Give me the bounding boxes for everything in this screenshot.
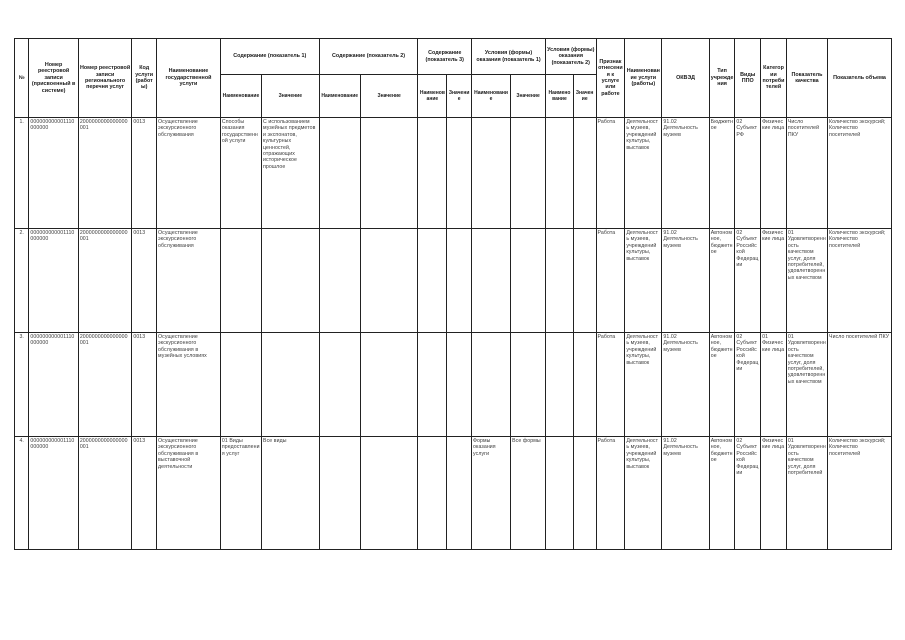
- table-row: [15, 229, 892, 333]
- col-header: Показатель объема: [828, 39, 892, 118]
- cell-s2-name: [319, 229, 360, 333]
- col-header: Номер реестровой записи регионального перечня услуг: [78, 39, 132, 118]
- cell-kach: Число посетителей ПКУ: [786, 118, 827, 229]
- subheader: Значение: [511, 75, 546, 118]
- cell-u1-value: [511, 229, 546, 333]
- cell-s3-value: [447, 437, 472, 550]
- col-header: Содержание (показатель 1): [220, 39, 319, 75]
- cell-s1-value: Все виды: [262, 437, 320, 550]
- cell-kach: 01 Удовлетворенность качеством услуг, доля потребителей: [786, 437, 827, 550]
- header-row: [15, 39, 892, 75]
- cell-reg: 000000000001110000000: [29, 333, 78, 437]
- cell-code: 0013: [132, 333, 157, 437]
- cell-s1-value: С использованием музейных предметов и экспонатов, культурных ценностей, отражающих историческое прошлое: [262, 118, 320, 229]
- services-registry-table: [14, 38, 892, 550]
- cell-s2-value: [360, 229, 418, 333]
- subheader: Значение: [360, 75, 418, 118]
- cell-usluga: Деятельность музеев, учреждений культуры, выставок: [625, 333, 662, 437]
- col-header: Наименование государственной услуги: [157, 39, 221, 118]
- col-header: Виды ППО: [735, 39, 761, 118]
- cell-service-name: Осуществление экскурсионного обслуживания: [157, 229, 221, 333]
- cell-okved: 91.02 Деятельность музеев: [662, 229, 709, 333]
- cell-usluga: Деятельность музеев, учреждений культуры, выставок: [625, 437, 662, 550]
- cell-okved: 91.02 Деятельность музеев: [662, 437, 709, 550]
- col-header: ОКВЭД: [662, 39, 709, 118]
- cell-s2-name: [319, 333, 360, 437]
- col-header: Номер реестровой записи (присвоенный в системе): [29, 39, 78, 118]
- cell-service-name: Осуществление экскурсионного обслуживания в музейных условиях: [157, 333, 221, 437]
- col-header: Тип учреждения: [709, 39, 735, 118]
- table-row: [15, 437, 892, 550]
- col-header: Признак отнесения к услуге или работе: [596, 39, 625, 118]
- cell-ppo: 02 Субъект Российской Федерации: [735, 333, 761, 437]
- cell-u2-value: [573, 333, 596, 437]
- cell-ppo: 02 Субъект Российской Федерации: [735, 437, 761, 550]
- cell-code: 0013: [132, 118, 157, 229]
- table-row: [15, 333, 892, 437]
- cell-s1-name: Способы оказания государственной услуги: [220, 118, 261, 229]
- cell-reg: 000000000001110000000: [29, 437, 78, 550]
- cell-s2-name: [319, 437, 360, 550]
- cell-obj: Количество экскурсий; Количество посетителей: [828, 437, 892, 550]
- cell-s1-name: [220, 229, 261, 333]
- cell-u2-name: [546, 118, 574, 229]
- cell-reg: 000000000001110000000: [29, 229, 78, 333]
- cell-s3-name: [418, 229, 447, 333]
- cell-s1-value: [262, 333, 320, 437]
- table-row: [15, 118, 892, 229]
- cell-reg-perechen: 2000000000000000001: [78, 118, 132, 229]
- cell-u1-value: [511, 333, 546, 437]
- cell-u2-name: [546, 333, 574, 437]
- cell-ppo: 02 Субъект РФ: [735, 118, 761, 229]
- row-number: 1.: [15, 118, 29, 229]
- col-header: Наименование услуги (работы): [625, 39, 662, 118]
- cell-u2-value: [573, 229, 596, 333]
- subheader: Наименование: [418, 75, 447, 118]
- cell-u1-value: [511, 118, 546, 229]
- cell-priznak: Работа: [596, 118, 625, 229]
- cell-okved: 91.02 Деятельность музеев: [662, 118, 709, 229]
- cell-service-name: Осуществление экскурсионного обслуживания: [157, 118, 221, 229]
- cell-reg-perechen: 2000000000000000001: [78, 333, 132, 437]
- cell-s1-name: 01 Виды предоставления услуг: [220, 437, 261, 550]
- cell-service-name: Осуществление экскурсионного обслуживания в выставочной деятельности: [157, 437, 221, 550]
- cell-obj: Количество экскурсий; Количество посетителей: [828, 229, 892, 333]
- subheader: Наименование: [546, 75, 574, 118]
- cell-usluga: Деятельность музеев, учреждений культуры, выставок: [625, 118, 662, 229]
- cell-u2-name: [546, 229, 574, 333]
- cell-s3-value: [447, 118, 472, 229]
- cell-tip: Автономное, бюджетное: [709, 333, 735, 437]
- subheader: Значение: [447, 75, 472, 118]
- cell-okved: 91.02 Деятельность музеев: [662, 333, 709, 437]
- col-header: Содержание (показатель 2): [319, 39, 418, 75]
- cell-u1-name: Формы оказания услуги: [471, 437, 510, 550]
- row-number: 4.: [15, 437, 29, 550]
- col-header: Показатель качества: [786, 39, 827, 118]
- subheader: Наименование: [319, 75, 360, 118]
- cell-kat: Физические лица: [761, 118, 787, 229]
- cell-tip: Бюджетное: [709, 118, 735, 229]
- col-no-header: №: [15, 39, 29, 118]
- cell-s2-name: [319, 118, 360, 229]
- subheader: Наименование: [471, 75, 510, 118]
- cell-u1-name: [471, 333, 510, 437]
- cell-code: 0013: [132, 437, 157, 550]
- cell-reg: 000000000001110000000: [29, 118, 78, 229]
- cell-kat: 01 Физические лица: [761, 333, 787, 437]
- cell-priznak: Работа: [596, 229, 625, 333]
- cell-reg-perechen: 2000000000000000001: [78, 437, 132, 550]
- cell-priznak: Работа: [596, 333, 625, 437]
- cell-s1-name: [220, 333, 261, 437]
- cell-s3-name: [418, 437, 447, 550]
- cell-usluga: Деятельность музеев, учреждений культуры, выставок: [625, 229, 662, 333]
- cell-u1-value: Все формы: [511, 437, 546, 550]
- cell-u2-name: [546, 437, 574, 550]
- cell-code: 0013: [132, 229, 157, 333]
- col-header: Категории потребителей: [761, 39, 787, 118]
- row-number: 3.: [15, 333, 29, 437]
- cell-obj: Число посетителей ПКУ: [828, 333, 892, 437]
- cell-u1-name: [471, 229, 510, 333]
- cell-reg-perechen: 2000000000000000001: [78, 229, 132, 333]
- cell-priznak: Работа: [596, 437, 625, 550]
- cell-tip: Автономное, бюджетное: [709, 437, 735, 550]
- subheader: Наименование: [220, 75, 261, 118]
- cell-obj: Количество экскурсий; Количество посетителей: [828, 118, 892, 229]
- cell-s3-value: [447, 229, 472, 333]
- row-number: 2.: [15, 229, 29, 333]
- cell-kat: Физические лица: [761, 229, 787, 333]
- col-header: Условия (формы) оказания (показатель 2): [546, 39, 596, 75]
- cell-s3-value: [447, 333, 472, 437]
- cell-tip: Автономное, бюджетное: [709, 229, 735, 333]
- subheader: Значение: [262, 75, 320, 118]
- cell-u2-value: [573, 437, 596, 550]
- cell-u2-value: [573, 118, 596, 229]
- col-header: Содержание (показатель 3): [418, 39, 472, 75]
- cell-s3-name: [418, 333, 447, 437]
- col-header: Условия (формы) оказания (показатель 1): [471, 39, 545, 75]
- subheader: Значение: [573, 75, 596, 118]
- cell-s3-name: [418, 118, 447, 229]
- cell-kach: 01 Удовлетворенность качеством услуг, доля потребителей, удовлетворенных качеством: [786, 333, 827, 437]
- cell-s2-value: [360, 437, 418, 550]
- cell-ppo: 02 Субъект Российской Федерации: [735, 229, 761, 333]
- col-header: Код услуги (работы): [132, 39, 157, 118]
- cell-kat: Физические лица: [761, 437, 787, 550]
- cell-kach: 01 Удовлетворенность качеством услуг, доля потребителей, удовлетворенных качеством: [786, 229, 827, 333]
- cell-s2-value: [360, 333, 418, 437]
- cell-s2-value: [360, 118, 418, 229]
- cell-s1-value: [262, 229, 320, 333]
- document-page: [14, 38, 892, 550]
- cell-u1-name: [471, 118, 510, 229]
